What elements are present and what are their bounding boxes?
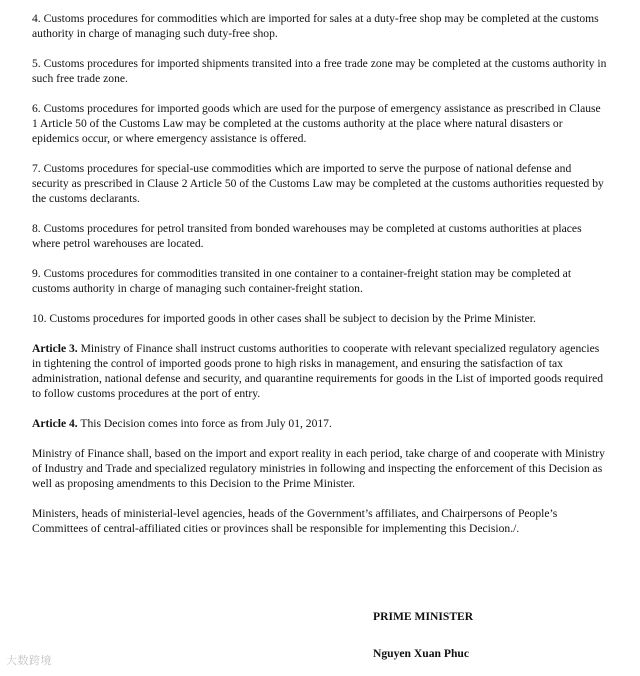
implementation-paragraph [32, 506, 607, 536]
article-3 [32, 341, 607, 401]
para-text: 9. Customs procedures for commodities transited in one container to a container-freight station may be completed at customs authority in charge of managing such container-freight station. [32, 267, 572, 295]
para-text: 6. Customs procedures for imported goods which are used for the purpose of emergency assistance as prescribed in Clause 1 Article 50 of the Customs Law may be completed at the customs authority at the place where natural disasters or epidemics occur, or where emergency assistance is offered. [32, 102, 601, 145]
para-text: 5. Customs procedures for imported shipments transited into a free trade zone may be completed at the customs authority in such free trade zone. [32, 57, 607, 85]
signatory-title: PRIME MINISTER [373, 610, 474, 623]
clause-9 [32, 266, 607, 296]
para-text: 7. Customs procedures for special-use commodities which are imported to serve the purpose of national defense and security as prescribed in Clause 2 Article 50 of the Customs Law may be completed at the customs authorities requested by the customs declarants. [32, 162, 604, 205]
para-text: Ministry of Finance shall instruct customs authorities to cooperate with relevant specialized regulatory agencies in tightening the control of imported goods prone to high risks in management, and ensuring the satisfaction of tax administration, national defense and security, and quarantine requirements for goods in the List of imported goods required to follow customs procedures at the port of entry. [32, 342, 604, 400]
para-text: Ministers, heads of ministerial-level agencies, heads of the Government’s affiliates, and Chairpersons of People’s Committees of central-affiliated cities or provinces shall be responsible for implementing this Decision./. [32, 507, 558, 535]
para-text: This Decision comes into force as from July 01, 2017. [77, 417, 332, 430]
clause-10 [32, 311, 607, 326]
para-text: 10. Customs procedures for imported goods in other cases shall be subject to decision by the Prime Minister. [32, 312, 536, 325]
clause-8 [32, 221, 607, 251]
ministry-of-finance-paragraph [32, 446, 607, 491]
article-heading: Article 4. [32, 417, 78, 430]
watermark [6, 652, 52, 668]
para-text: 8. Customs procedures for petrol transited from bonded warehouses may be completed at customs authorities at places where petrol warehouses are located. [32, 222, 582, 250]
para-text: Ministry of Finance shall, based on the import and export reality in each period, take charge of and cooperate with Ministry of Industry and Trade and specialized regulatory ministries in following and inspecting the enforcement of this Decision as well as proposing amendments to this Decision to the Prime Minister. [32, 447, 605, 490]
article-heading: Article 3. [32, 342, 78, 355]
watermark-text: 大数跨境 [6, 654, 52, 667]
clause-6 [32, 101, 607, 146]
para-text: 4. Customs procedures for commodities which are imported for sales at a duty-free shop may be completed at the customs authority in charge of managing such duty-free shop. [32, 12, 599, 40]
article-4 [32, 416, 607, 431]
signatory-name: Nguyen Xuan Phuc [373, 647, 469, 660]
clause-4 [32, 11, 607, 41]
clause-5 [32, 56, 607, 86]
clause-7 [32, 161, 607, 206]
document-body [32, 11, 607, 551]
signature-block [373, 609, 473, 661]
